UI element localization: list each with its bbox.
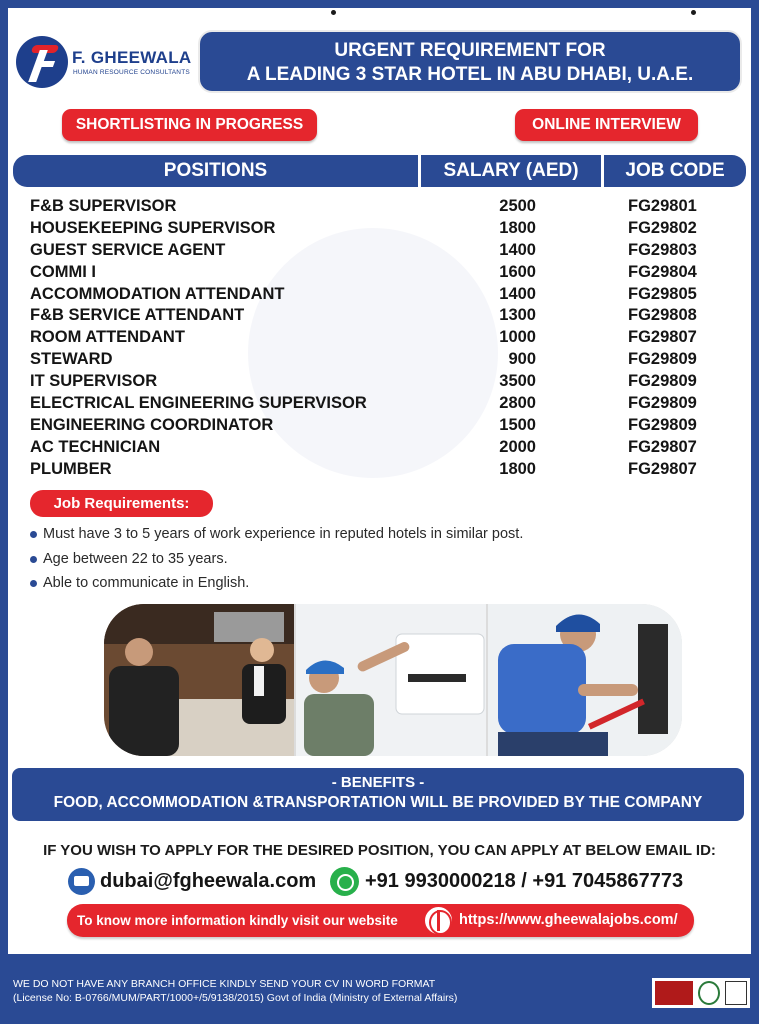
job-code-cell: FG29807	[628, 459, 697, 478]
photo-strip	[104, 604, 682, 756]
job-code-cell: FG29801	[628, 197, 697, 215]
brand-name: F. GHEEWALA	[72, 48, 192, 67]
position-cell: IT SUPERVISOR	[30, 372, 158, 391]
website-bar	[67, 904, 694, 937]
dot	[691, 10, 696, 15]
headline-line1: URGENT REQUIREMENT FOR	[334, 40, 606, 61]
photo-plumber	[488, 604, 682, 756]
dot	[331, 10, 336, 15]
job-code-cell: FG29809	[628, 372, 697, 391]
table-row	[30, 437, 720, 459]
website-label: To know more information kindly visit our website	[77, 913, 398, 928]
header-salary: SALARY (AED)	[421, 155, 601, 187]
iso-certificate-icon	[655, 981, 693, 1005]
website-link[interactable]: https://www.gheewalajobs.com/	[459, 912, 678, 928]
salary-cell: 1400	[499, 240, 536, 259]
photo-hotel-reception	[104, 604, 294, 756]
table-row	[30, 262, 720, 284]
table-row	[30, 393, 720, 415]
certification-logos	[652, 978, 750, 1008]
positions-table	[30, 196, 720, 481]
benefits-title: - BENEFITS -	[331, 774, 425, 791]
salary-cell: 3500	[499, 372, 536, 391]
online-interview-badge: ONLINE INTERVIEW	[515, 109, 698, 141]
apply-instructions: IF YOU WISH TO APPLY FOR THE DESIRED POSITION, YOU CAN APPLY AT BELOW EMAIL ID:	[43, 842, 716, 859]
list-item: Must have 3 to 5 years of work experience in reputed hotels in similar post.	[30, 522, 523, 547]
job-code-cell: FG29807	[628, 328, 697, 347]
footer-line2: (License No: B-0766/MUM/PART/1000+/5/9138/2015) Govt of India (Ministry of External Affairs)	[13, 992, 458, 1004]
table-row	[30, 349, 720, 371]
position-cell: F&B SERVICE ATTENDANT	[30, 306, 245, 325]
job-code-cell: FG29808	[628, 306, 697, 325]
list-item: Able to communicate in English.	[30, 571, 523, 596]
header-positions: POSITIONS	[13, 155, 418, 187]
salary-cell: 1800	[499, 218, 536, 237]
table-row	[30, 459, 720, 481]
position-cell: ELECTRICAL ENGINEERING SUPERVISOR	[30, 394, 367, 413]
brand-tagline: HUMAN RESOURCE CONSULTANTS	[73, 69, 190, 76]
salary-cell: 1400	[499, 284, 536, 303]
position-cell: ROOM ATTENDANT	[30, 328, 185, 347]
position-cell: ENGINEERING COORDINATOR	[30, 415, 274, 434]
position-cell: F&B SUPERVISOR	[30, 197, 177, 215]
email-link[interactable]: dubai@fgheewala.com	[100, 870, 317, 892]
job-code-cell: FG29809	[628, 415, 697, 434]
position-cell: AC TECHNICIAN	[30, 437, 161, 456]
requirements-list	[30, 522, 523, 596]
list-item: Age between 22 to 35 years.	[30, 547, 523, 572]
salary-cell: 2500	[499, 197, 536, 215]
headline-banner	[198, 30, 742, 93]
benefits-banner	[12, 768, 744, 821]
position-cell: COMMI I	[30, 262, 96, 281]
job-code-cell: FG29807	[628, 437, 697, 456]
phone-numbers[interactable]: +91 9930000218 / +91 7045867773	[365, 870, 684, 892]
seal-icon	[698, 981, 720, 1005]
email-icon	[68, 868, 95, 895]
brand-logo-icon	[16, 36, 68, 88]
shortlisting-badge: SHORTLISTING IN PROGRESS	[62, 109, 317, 141]
job-requirements-badge: Job Requirements:	[30, 490, 213, 517]
salary-cell: 2800	[499, 394, 536, 413]
salary-cell: 900	[508, 350, 536, 369]
salary-cell: 1300	[499, 306, 536, 325]
benefits-text: FOOD, ACCOMMODATION &TRANSPORTATION WILL BE PROVIDED BY THE COMPANY	[53, 794, 703, 811]
header-job-code: JOB CODE	[604, 155, 746, 187]
job-code-cell: FG29804	[628, 262, 697, 281]
table-row	[30, 218, 720, 240]
job-code-cell: FG29805	[628, 284, 697, 303]
whatsapp-icon	[330, 867, 359, 896]
table-row	[30, 196, 720, 218]
footer-line1: WE DO NOT HAVE ANY BRANCH OFFICE KINDLY SEND YOUR CV IN WORD FORMAT	[13, 978, 436, 990]
job-code-cell: FG29802	[628, 218, 697, 237]
table-row	[30, 371, 720, 393]
table-row	[30, 415, 720, 437]
ukas-icon	[725, 981, 747, 1005]
salary-cell: 1000	[499, 328, 536, 347]
salary-cell: 1600	[499, 262, 536, 281]
position-cell: GUEST SERVICE AGENT	[30, 240, 226, 259]
photo-ac-technician	[296, 604, 486, 756]
job-code-cell: FG29809	[628, 350, 697, 369]
table-row	[30, 240, 720, 262]
table-row	[30, 305, 720, 327]
table-row	[30, 327, 720, 349]
position-cell: HOUSEKEEPING SUPERVISOR	[30, 218, 276, 237]
table-row	[30, 284, 720, 306]
headline-line2: A LEADING 3 STAR HOTEL IN ABU DHABI, U.A.E.	[246, 64, 694, 85]
footer-disclaimer	[13, 977, 457, 1005]
job-code-cell: FG29803	[628, 240, 697, 259]
salary-cell: 1800	[499, 459, 536, 478]
position-cell: STEWARD	[30, 350, 113, 369]
position-cell: ACCOMMODATION ATTENDANT	[30, 284, 285, 303]
salary-cell: 1500	[499, 415, 536, 434]
globe-icon	[423, 905, 454, 936]
salary-cell: 2000	[499, 437, 536, 456]
brand-logo	[16, 36, 196, 88]
job-code-cell: FG29809	[628, 394, 697, 413]
position-cell: PLUMBER	[30, 459, 112, 478]
